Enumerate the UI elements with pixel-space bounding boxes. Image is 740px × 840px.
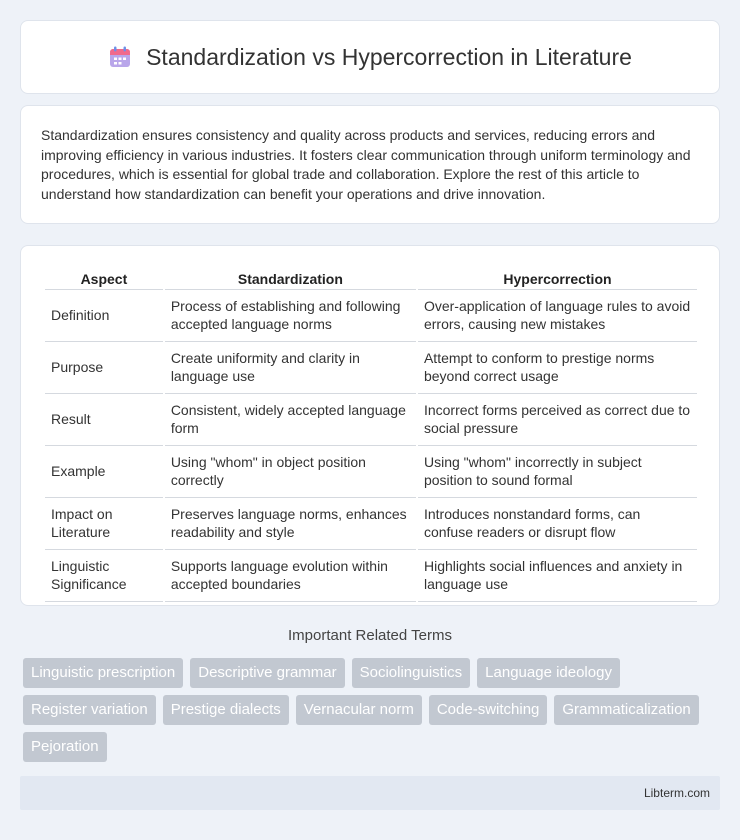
table-header-row: [45, 266, 697, 290]
cell-standardization: Using "whom" in object position correctly: [165, 446, 416, 498]
related-term-tag[interactable]: Prestige dialects: [163, 695, 289, 725]
table-row: [45, 290, 697, 342]
footer-site-link[interactable]: Libterm.com: [643, 786, 710, 800]
column-header-standardization: Standardization: [165, 266, 416, 290]
cell-aspect: Purpose: [45, 342, 163, 394]
cell-hypercorrection: Incorrect forms perceived as correct due to social pressure: [418, 394, 697, 446]
cell-aspect: Result: [45, 394, 163, 446]
related-term-tag[interactable]: Grammaticalization: [554, 695, 698, 725]
cell-standardization: Preserves language norms, enhances readability and style: [165, 498, 416, 550]
related-term-tag[interactable]: Language ideology: [477, 658, 620, 688]
cell-standardization: Consistent, widely accepted language form: [165, 394, 416, 446]
column-header-hypercorrection: Hypercorrection: [418, 266, 697, 290]
related-term-tag[interactable]: Descriptive grammar: [190, 658, 344, 688]
cell-hypercorrection: Using "whom" incorrectly in subject position to sound formal: [418, 446, 697, 498]
related-terms-list: [23, 658, 703, 762]
cell-aspect: Example: [45, 446, 163, 498]
cell-aspect: Impact on Literature: [45, 498, 163, 550]
comparison-table-card: [20, 245, 720, 606]
cell-hypercorrection: Over-application of language rules to avoid errors, causing new mistakes: [418, 290, 697, 342]
table-row: [45, 446, 697, 498]
cell-hypercorrection: Highlights social influences and anxiety in language use: [418, 550, 697, 602]
related-term-tag[interactable]: Pejoration: [23, 732, 107, 762]
table-row: [45, 342, 697, 394]
page-title: Standardization vs Hypercorrection in Literature: [146, 43, 632, 70]
title-card: [20, 20, 720, 94]
cell-aspect: Linguistic Significance: [45, 550, 163, 602]
calendar-icon: [108, 45, 132, 69]
table-row: [45, 550, 697, 602]
table-row: [45, 498, 697, 550]
cell-hypercorrection: Attempt to conform to prestige norms beyond correct usage: [418, 342, 697, 394]
related-term-tag[interactable]: Sociolinguistics: [352, 658, 471, 688]
related-term-tag[interactable]: Register variation: [23, 695, 156, 725]
intro-card: [20, 105, 720, 224]
intro-paragraph: Standardization ensures consistency and quality across products and services, reducing errors and improving efficiency in various industries. It fosters clear communication through uniform terminology and procedures, which is essential for global trade and collaboration. Explore the rest of this article to understand how standardization can benefit your operations and drive innovation.: [41, 127, 691, 202]
cell-standardization: Create uniformity and clarity in language use: [165, 342, 416, 394]
cell-standardization: Supports language evolution within accepted boundaries: [165, 550, 416, 602]
related-term-tag[interactable]: Linguistic prescription: [23, 658, 183, 688]
footer: [20, 776, 720, 810]
related-terms-heading: Important Related Terms: [288, 627, 452, 644]
related-term-tag[interactable]: Vernacular norm: [296, 695, 422, 725]
cell-hypercorrection: Introduces nonstandard forms, can confuse readers or disrupt flow: [418, 498, 697, 550]
column-header-aspect: Aspect: [45, 266, 163, 290]
related-term-tag[interactable]: Code-switching: [429, 695, 548, 725]
cell-standardization: Process of establishing and following accepted language norms: [165, 290, 416, 342]
table-row: [45, 394, 697, 446]
comparison-table: [43, 266, 699, 602]
cell-aspect: Definition: [45, 290, 163, 342]
